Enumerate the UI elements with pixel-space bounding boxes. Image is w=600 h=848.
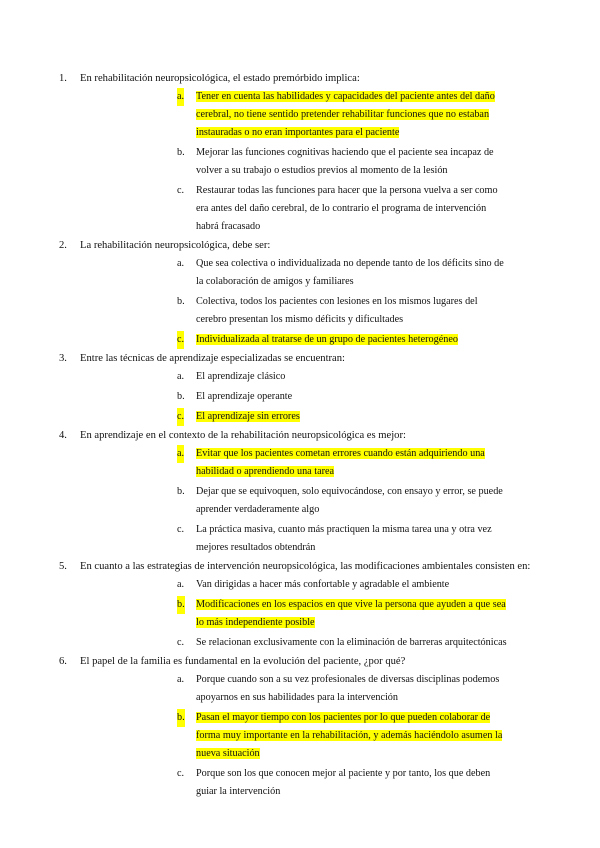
option-list [80, 671, 560, 801]
option-text: Van dirigidas a hacer más confortable y agradable el ambiente [196, 579, 450, 590]
option-label: a. [177, 258, 185, 269]
option-text: Dejar que se equivoquen, solo equivocándose, con ensayo y error, se puede aprender verdaderamente algo [196, 486, 503, 515]
option-text-highlighted: Individualizada al tratarse de un grupo de pacientes heterogéneo [196, 334, 458, 345]
option-text-highlighted: Modificaciones en los espacios en que vive la persona que ayuden a que sea lo más independiente posible [196, 599, 506, 628]
option-text: Restaurar todas las funciones para hacer que la persona vuelva a ser como era antes del daño cerebral, de lo contrario el programa de intervención habrá fracasado [196, 185, 498, 232]
question-number: 5. [59, 561, 67, 572]
option-text: El aprendizaje clásico [196, 371, 286, 382]
question-number: 2. [59, 240, 67, 251]
option-a-answer [80, 445, 560, 481]
option-b [80, 293, 560, 329]
option-a [80, 368, 560, 386]
option-text: El aprendizaje operante [196, 391, 293, 402]
option-list [80, 576, 560, 652]
question-list [0, 69, 600, 801]
option-c-answer [80, 408, 560, 426]
option-label: b. [177, 486, 185, 497]
option-label: a. [177, 674, 185, 685]
option-label: a. [177, 371, 185, 382]
question-text: En cuanto a las estrategias de intervención neuropsicológica, las modificaciones ambientales consisten en: [80, 561, 531, 572]
option-c [80, 182, 560, 236]
option-text-highlighted: Tener en cuenta las habilidades y capacidades del paciente antes del daño cerebral, no tiene sentido pretender rehabilitar funciones que no estaban instauradas o no eran importantes para el paciente [196, 91, 495, 138]
option-label: b. [177, 296, 185, 307]
option-text-highlighted: Evitar que los pacientes cometan errores cuando están adquiriendo una habilidad o aprendiendo una tarea [196, 448, 485, 477]
option-a [80, 576, 560, 594]
option-text: Porque son los que conocen mejor al paciente y por tanto, los que deben guiar la intervención [196, 768, 491, 797]
option-text: Porque cuando son a su vez profesionales de diversas disciplinas podemos apoyarnos en sus habilidades para la intervención [196, 674, 500, 703]
option-b [80, 388, 560, 406]
option-text-highlighted: El aprendizaje sin errores [196, 411, 300, 422]
option-list [80, 368, 560, 426]
option-a [80, 255, 560, 291]
question-number: 1. [59, 73, 67, 84]
option-text: La práctica masiva, cuanto más practiquen la misma tarea una y otra vez mejores resultados obtendrán [196, 524, 492, 553]
option-c [80, 521, 560, 557]
option-text: Que sea colectiva o individualizada no depende tanto de los déficits sino de la colaboración de amigos y familiares [196, 258, 504, 287]
option-c [80, 765, 560, 801]
question-number: 4. [59, 430, 67, 441]
question-text: La rehabilitación neuropsicológica, debe ser: [80, 240, 271, 251]
question-text: El papel de la familia es fundamental en la evolución del paciente, ¿por qué? [80, 656, 406, 667]
option-label: b. [177, 391, 185, 402]
option-label: c. [177, 524, 185, 535]
question-number: 3. [59, 353, 67, 364]
option-label: c. [177, 768, 185, 779]
option-list [80, 255, 560, 349]
option-b [80, 483, 560, 519]
option-label: c. [177, 331, 184, 349]
option-label: a. [177, 445, 184, 463]
question-4 [0, 426, 600, 557]
option-label: c. [177, 637, 185, 648]
option-a-answer [80, 88, 560, 142]
question-2 [0, 236, 600, 349]
question-text: En rehabilitación neuropsicológica, el estado premórbido implica: [80, 73, 360, 84]
option-text-highlighted: Pasan el mayor tiempo con los pacientes por lo que pueden colaborar de forma muy importante en la rehabilitación, y además haciéndolo asumen la nueva situación [196, 712, 503, 759]
option-c-answer [80, 331, 560, 349]
option-text: Mejorar las funciones cognitivas haciendo que el paciente sea incapaz de volver a su trabajo o estudios previos al momento de la lesión [196, 147, 494, 176]
option-label: b. [177, 596, 185, 614]
option-b-answer [80, 596, 560, 632]
option-label: c. [177, 185, 185, 196]
option-text: Se relacionan exclusivamente con la eliminación de barreras arquitectónicas [196, 637, 507, 648]
option-b-answer [80, 709, 560, 763]
option-text: Colectiva, todos los pacientes con lesiones en los mismos lugares del cerebro presentan los mismo déficits y dificultades [196, 296, 478, 325]
question-1 [0, 69, 600, 236]
option-label: c. [177, 408, 184, 426]
question-number: 6. [59, 656, 67, 667]
option-list [80, 88, 560, 236]
option-label: b. [177, 709, 185, 727]
question-text: Entre las técnicas de aprendizaje especializadas se encuentran: [80, 353, 345, 364]
option-label: b. [177, 147, 185, 158]
question-5 [0, 557, 600, 652]
option-b [80, 144, 560, 180]
option-list [80, 445, 560, 557]
option-c [80, 634, 560, 652]
option-a [80, 671, 560, 707]
question-text: En aprendizaje en el contexto de la rehabilitación neuropsicológica es mejor: [80, 430, 406, 441]
question-3 [0, 349, 600, 426]
option-label: a. [177, 579, 185, 590]
question-6 [0, 652, 600, 801]
option-label: a. [177, 88, 184, 106]
